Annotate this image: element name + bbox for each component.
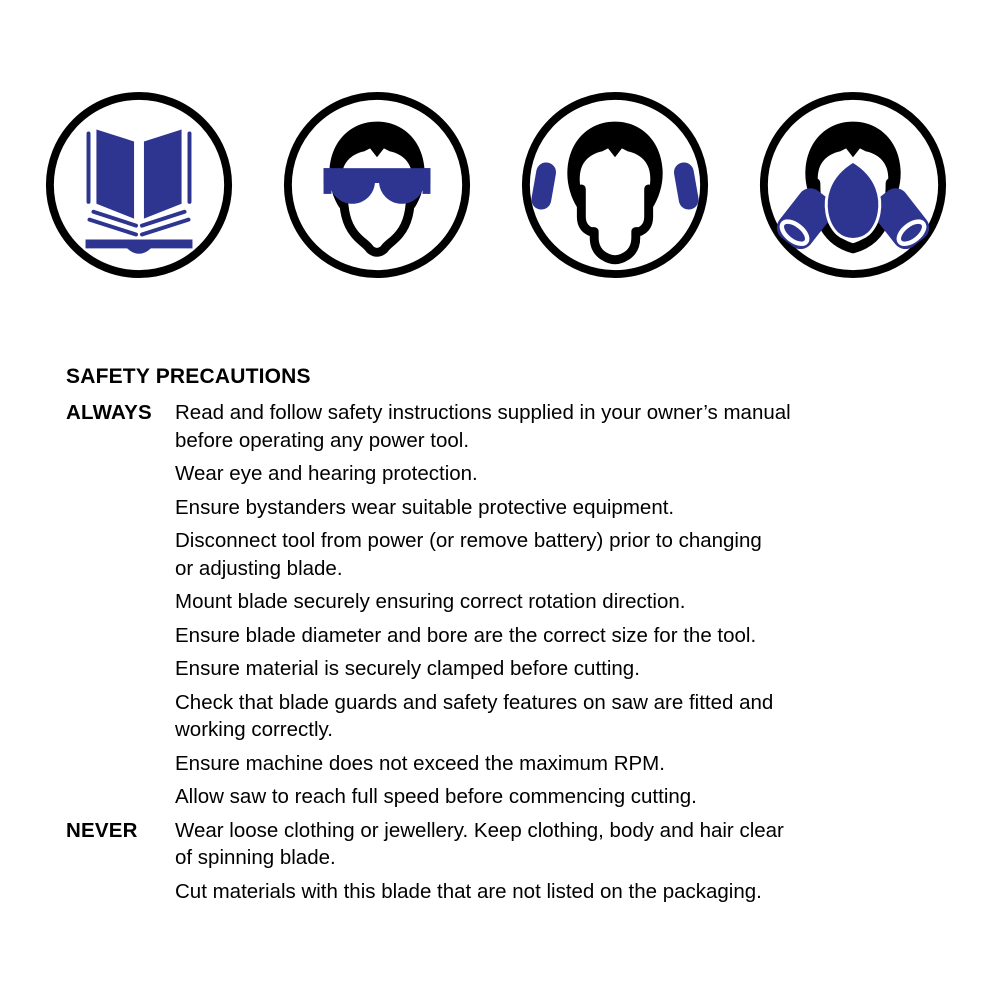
precaution-item [66,655,966,683]
text-line: Mount blade securely ensuring correct rotation direction. [175,590,686,613]
precaution-item [66,494,966,522]
text-line: or adjusting blade. [175,556,343,580]
precaution-item [66,460,966,488]
precaution-label [66,588,175,616]
eye-protection-icon [278,86,476,284]
section-heading: SAFETY PRECAUTIONS [66,365,311,388]
safety-icons-row [40,86,952,284]
precaution-label [66,460,175,488]
precaution-label: NEVER [66,818,138,842]
precaution-text [175,878,762,906]
text-line: Disconnect tool from power (or remove battery) prior to changing [175,529,762,552]
text-line: of spinning blade. [175,846,336,869]
precaution-label [66,494,175,522]
precaution-item [66,817,966,872]
precaution-label: ALWAYS [66,401,152,424]
safety-text [66,365,966,911]
text-line: Read and follow safety instructions supplied in your owner’s manual [175,401,791,424]
text-line: Allow saw to reach full speed before commencing cutting. [175,785,697,808]
precaution-text [175,655,640,683]
text-line: before operating any power tool. [175,428,470,452]
respirator-icon [754,86,952,284]
precaution-item [66,750,966,778]
precaution-item [66,399,966,454]
read-manual-icon [40,86,238,284]
precaution-text [175,689,773,744]
precaution-item [66,588,966,616]
precaution-label [66,622,175,650]
precaution-label [66,655,175,683]
precaution-text [175,460,478,488]
precaution-item [66,527,966,582]
precaution-label [66,878,175,906]
text-line: Wear loose clothing or jewellery. Keep clothing, body and hair clear [175,818,784,842]
precaution-label [66,783,175,811]
text-line: Cut materials with this blade that are not listed on the packaging. [175,879,762,903]
precaution-item [66,689,966,744]
precaution-item [66,878,966,906]
precaution-text [175,494,674,522]
precaution-text [175,622,756,650]
text-line: working correctly. [175,718,333,741]
text-line: Wear eye and hearing protection. [175,462,478,485]
precaution-label [66,689,175,744]
precaution-text [175,588,686,616]
precaution-text [175,783,697,811]
precaution-text [175,750,665,778]
precaution-item [66,783,966,811]
text-line: Ensure machine does not exceed the maximum RPM. [175,751,665,775]
text-line: Ensure material is securely clamped before cutting. [175,657,640,680]
precaution-label [66,527,175,582]
precaution-item [66,622,966,650]
precaution-text [175,399,791,454]
precaution-text [175,527,762,582]
text-line: Ensure bystanders wear suitable protective equipment. [175,495,675,519]
precaution-text [175,817,784,872]
precaution-label [66,750,175,778]
text-line: Check that blade guards and safety features on saw are fitted and [175,690,774,714]
hearing-protection-icon [516,86,714,284]
text-line: Ensure blade diameter and bore are the correct size for the tool. [175,623,757,647]
